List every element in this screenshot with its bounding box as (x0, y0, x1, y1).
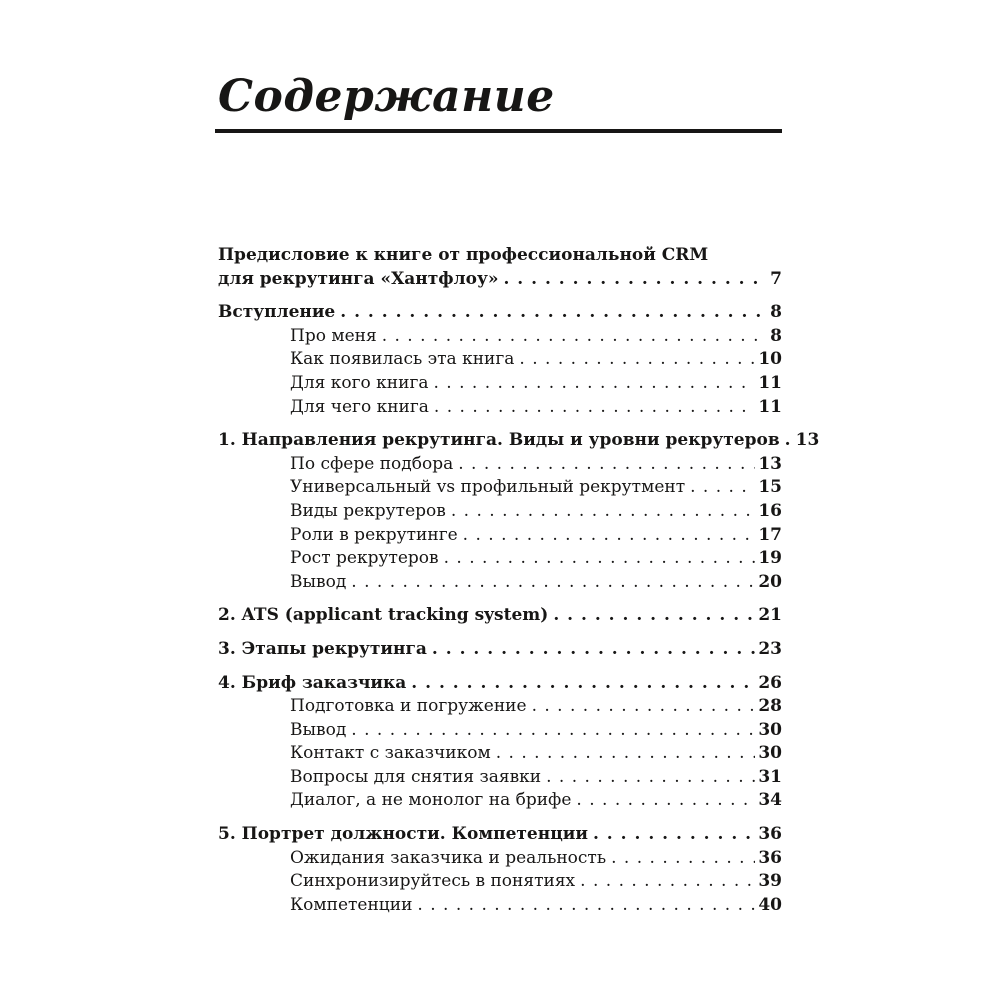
toc-entry-label: Ожидания заказчика и реальность (290, 847, 607, 868)
page-title: Содержание (218, 71, 555, 122)
toc-page-number: 21 (758, 605, 782, 626)
toc-list (218, 244, 820, 917)
toc-entry-line (290, 789, 782, 813)
toc-entry-label: Синхронизируйтесь в понятиях (290, 871, 576, 892)
toc-entry (218, 429, 820, 453)
toc-entry-line (290, 695, 782, 719)
toc-entry-label: 1. Направления рекрутинга. Виды и уровни рекрутеров (218, 430, 780, 451)
toc-entry (218, 719, 782, 743)
dot-leader (433, 372, 755, 396)
toc-page-number: 15 (758, 477, 782, 498)
dot-leader (576, 789, 755, 813)
toc-entry-label: Для чего книга (290, 396, 429, 417)
toc-entry-line (290, 372, 782, 396)
toc-entry-line (218, 268, 782, 292)
title-rule (215, 129, 782, 133)
toc-page-number: 36 (758, 847, 782, 868)
toc-entry-label: Рост рекрутеров (290, 548, 439, 569)
dot-leader (417, 894, 755, 918)
toc-entry-line (290, 719, 782, 743)
toc-entry (218, 396, 782, 420)
toc-entry-line (218, 429, 820, 453)
toc-entry (218, 870, 782, 894)
toc-entry (218, 789, 782, 813)
toc-entry-line (290, 571, 782, 595)
toc-page-number: 10 (758, 349, 782, 370)
toc-entry (218, 301, 782, 325)
dot-leader (411, 672, 755, 696)
toc-entry-label: Универсальный vs профильный рекрутмент (290, 477, 686, 498)
toc-entry-label: для рекрутинга «Хантфлоу» (218, 268, 499, 289)
toc-entry (218, 672, 782, 696)
toc-entry-line (290, 766, 782, 790)
toc-entry (218, 325, 782, 349)
toc-entry-line (218, 672, 782, 696)
toc-page-number: 17 (758, 524, 782, 545)
toc-page-number: 34 (758, 790, 782, 811)
toc-page-number: 36 (758, 824, 782, 845)
toc-page-number: 13 (758, 453, 782, 474)
toc-page-number: 11 (758, 396, 782, 417)
toc-entry (218, 547, 782, 571)
toc-entry-label: Вывод (290, 719, 347, 740)
toc-page-number: 30 (758, 719, 782, 740)
toc-entry (218, 638, 782, 662)
toc-page-number: 40 (758, 894, 782, 915)
toc-page-number: 26 (758, 672, 782, 693)
dot-leader (434, 396, 755, 420)
toc-entry-label: Контакт с заказчиком (290, 743, 491, 764)
toc-entry-line (290, 524, 782, 548)
toc-entry (218, 695, 782, 719)
dot-leader (546, 766, 755, 790)
toc-page-number: 20 (758, 571, 782, 592)
toc-page-number: 23 (758, 638, 782, 659)
toc-entry-label: Диалог, а не монолог на брифе (290, 790, 572, 811)
toc-entry-label: Роли в рекрутинге (290, 524, 458, 545)
toc-entry (218, 244, 782, 291)
toc-entry (218, 894, 782, 918)
toc-entry (218, 372, 782, 396)
toc-entry-label-line1: Предисловие к книге от профессиональной CRM (218, 245, 709, 265)
toc-page-number: 7 (770, 268, 782, 289)
toc-page-number: 39 (758, 871, 782, 892)
toc-entry-line (218, 604, 782, 628)
toc-entry-line (290, 348, 782, 372)
dot-leader (351, 571, 755, 595)
toc-entry-line (290, 742, 782, 766)
dot-leader (382, 325, 767, 349)
toc-entry (218, 742, 782, 766)
toc-entry-label: 4. Бриф заказчика (218, 672, 407, 693)
dot-leader (351, 719, 755, 743)
toc-entry-label: Компетенции (290, 894, 413, 915)
dot-leader (553, 604, 755, 628)
toc-entry-line (290, 547, 782, 571)
toc-page-number: 19 (758, 548, 782, 569)
toc-entry-label: Вступление (218, 302, 336, 323)
toc-entry (218, 524, 782, 548)
toc-entry-line (290, 476, 782, 500)
toc-entry (218, 604, 782, 628)
dot-leader (580, 870, 755, 894)
toc-entry-label: Как появилась эта книга (290, 349, 515, 370)
dot-leader (451, 500, 755, 524)
dot-leader (496, 742, 756, 766)
dot-leader (519, 348, 755, 372)
toc-page-number: 31 (758, 766, 782, 787)
toc-page-number: 11 (758, 372, 782, 393)
toc-entry-label: Для кого книга (290, 372, 429, 393)
toc-page-number: 8 (770, 302, 782, 323)
toc-page-number: 16 (758, 500, 782, 521)
toc-entry-label: Про меня (290, 325, 377, 346)
toc-entry-line (290, 500, 782, 524)
toc-entry-line (290, 325, 782, 349)
dot-leader (458, 453, 755, 477)
toc-page-number: 28 (758, 696, 782, 717)
toc-entry-label: По сфере подбора (290, 453, 454, 474)
toc-entry (218, 500, 782, 524)
toc-entry (218, 823, 782, 847)
toc-page-number: 8 (770, 325, 782, 346)
dot-leader (532, 695, 756, 719)
toc-entry-line (218, 823, 782, 847)
toc-entry-line (290, 847, 782, 871)
dot-leader (593, 823, 755, 847)
toc-entry (218, 847, 782, 871)
toc-entry-label: 3. Этапы рекрутинга (218, 638, 427, 659)
toc-entry-label: 2. ATS (applicant tracking system) (218, 605, 549, 626)
toc-entry-line (290, 396, 782, 420)
toc-entry-line (290, 894, 782, 918)
toc-entry-line (218, 638, 782, 662)
toc-entry-line (218, 301, 782, 325)
contents-sheet (218, 71, 820, 917)
toc-entry (218, 766, 782, 790)
dot-leader (785, 429, 793, 453)
toc-entry-label: Виды рекрутеров (290, 500, 446, 521)
toc-page-number: 13 (795, 430, 820, 451)
dot-leader (503, 268, 767, 292)
dot-leader (611, 847, 755, 871)
dot-leader (432, 638, 755, 662)
toc-entry-label: Подготовка и погружение (290, 696, 527, 717)
toc-entry (218, 453, 782, 477)
toc-entry-label: 5. Портрет должности. Компетенции (218, 824, 588, 845)
toc-entry (218, 571, 782, 595)
toc-entry-line (290, 870, 782, 894)
toc-entry-label: Вывод (290, 571, 347, 592)
toc-page-number: 30 (758, 743, 782, 764)
dot-leader (340, 301, 767, 325)
toc-entry (218, 476, 782, 500)
dot-leader (690, 476, 755, 500)
toc-entry (218, 348, 782, 372)
toc-entry-line (290, 453, 782, 477)
dot-leader (444, 547, 756, 571)
dot-leader (463, 524, 756, 548)
toc-entry-label: Вопросы для снятия заявки (290, 766, 542, 787)
